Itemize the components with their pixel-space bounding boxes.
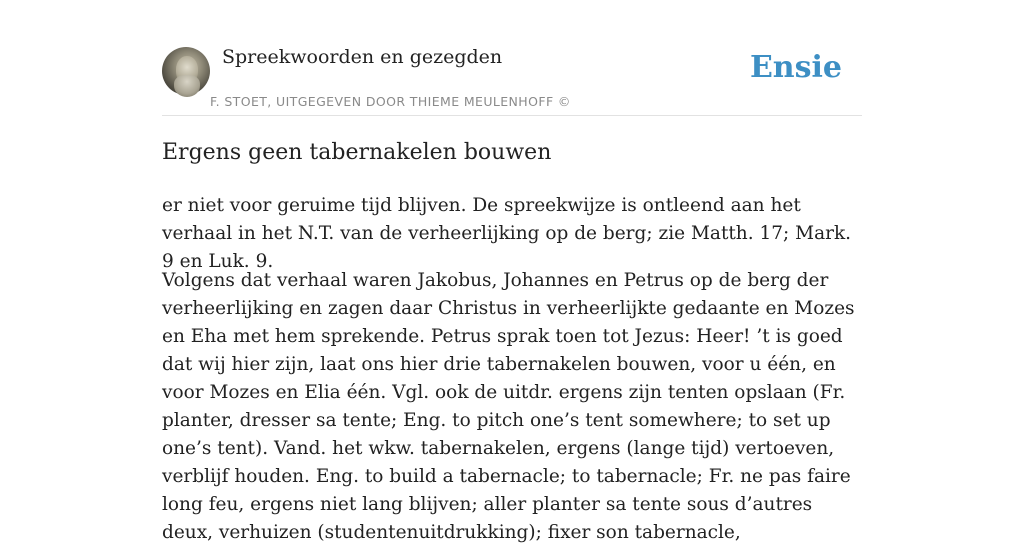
avatar-beard xyxy=(174,75,200,97)
source-title[interactable]: Spreekwoorden en gezegden xyxy=(222,46,503,68)
brand-logo[interactable]: Ensie xyxy=(749,50,842,85)
source-credit: F. STOET, UITGEGEVEN DOOR THIEME MEULENHOFF © xyxy=(210,94,571,109)
article-paragraph: Volgens dat verhaal waren Jakobus, Johannes en Petrus op de berg der verheerlijking en zagen daar Christus in verheerlijkte gedaante en Mozes en Eha met hem sprekende. Petrus sprak toen tot Jezus: Heer! ’t is goed dat wij hier zijn, laat ons hier drie tabernakelen bouwen, voor u één, en voor Mozes en Elia één. Vgl. ook de uitdr. ergens zijn tenten opslaan (Fr. planter, dresser sa tente; Eng. to pitch one’s tent somewhere; to set up one’s tent). Vand. het wkw. tabernakelen, ergens (lange tijd) vertoeven, verblijf houden. Eng. to build a tabernacle; to tabernacle; Fr. ne pas faire long feu, ergens niet lang blijven; aller planter sa tente sous d’autres deux, verhuizen (studentenuitdrukking); fixer son tabernacle, xyxy=(162,270,855,543)
source-header xyxy=(162,0,862,116)
author-avatar[interactable] xyxy=(162,47,210,95)
content-container xyxy=(162,0,862,543)
article-title: Ergens geen tabernakelen bouwen xyxy=(162,140,552,165)
article-paragraph: er niet voor geruime tijd blijven. De spreekwijze is ontleend aan het verhaal in het N.T. van de verheerlijking op de berg; zie Matth. 17; Mark. 9 en Luk. 9. xyxy=(162,195,852,272)
